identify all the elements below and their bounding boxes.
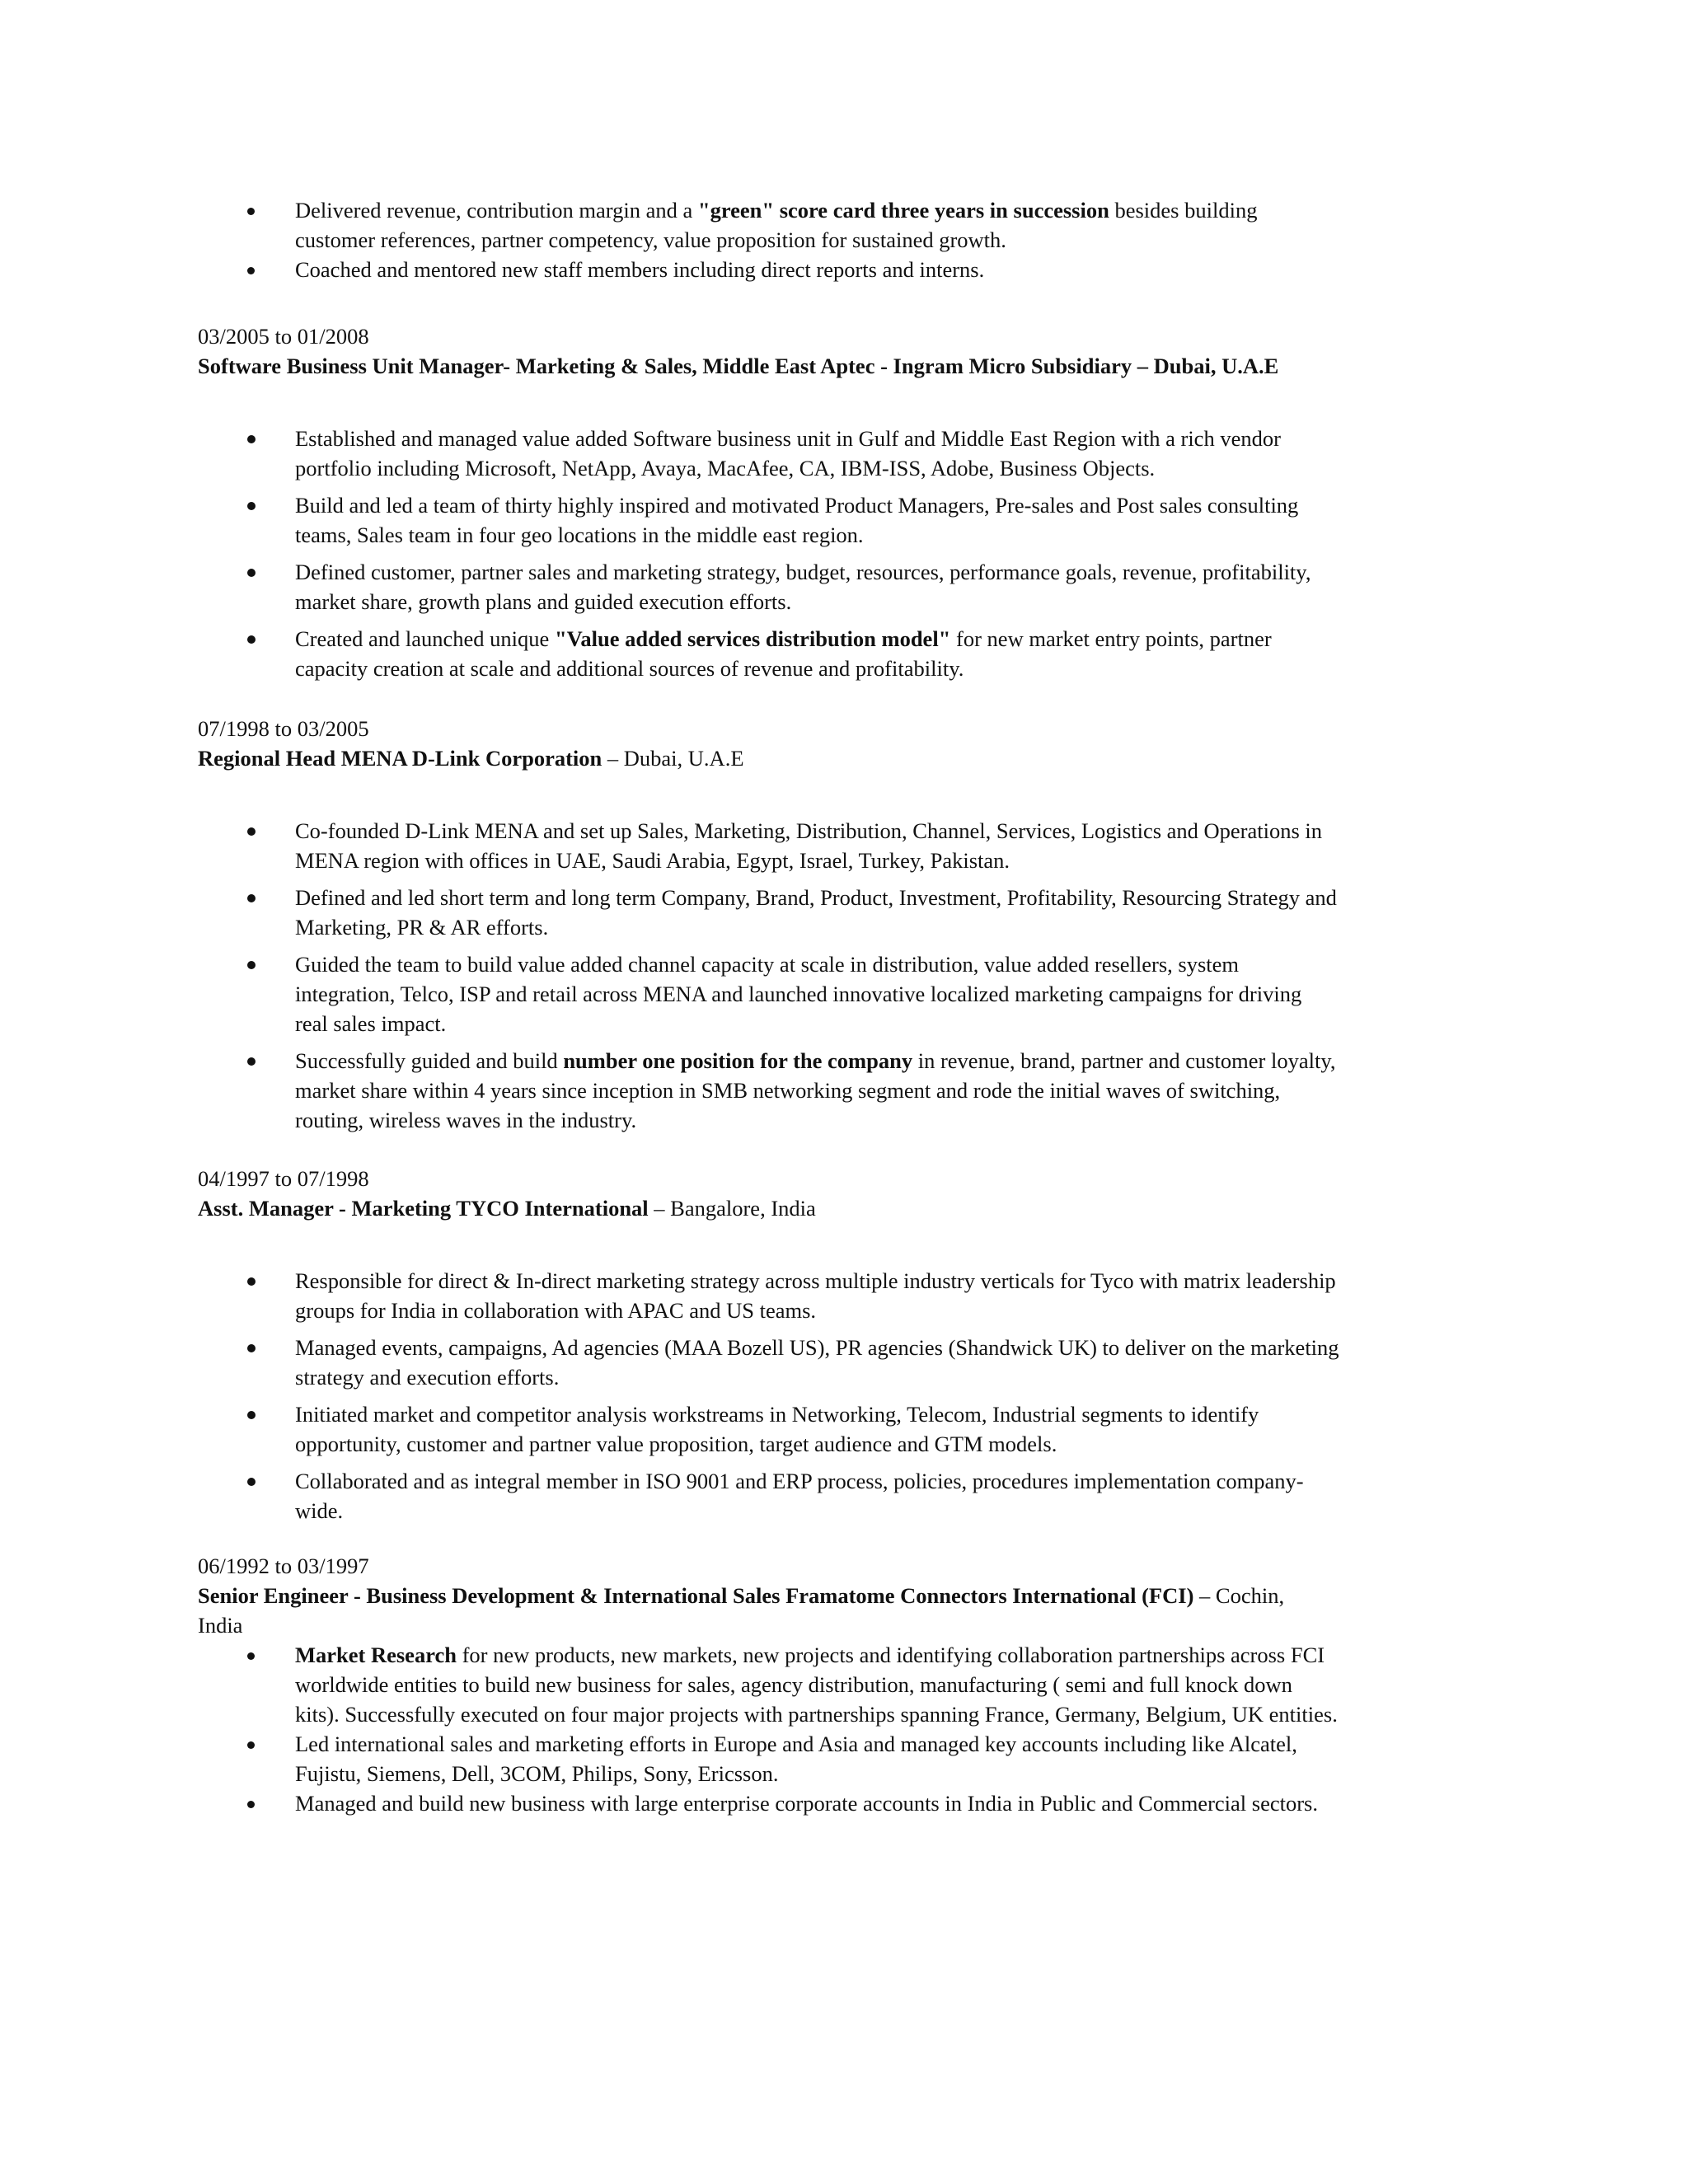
bullet-icon [247, 208, 255, 215]
job-title: Asst. Manager - Marketing TYCO International – Bangalore, India [198, 1196, 816, 1221]
job-title: Regional Head MENA D-Link Corporation – Dubai, U.A.E [198, 746, 744, 771]
job-bullet-list [198, 1640, 1484, 1818]
bullet-icon [247, 827, 256, 836]
list-item: Managed and build new business with large enterprise corporate accounts in India in Public and Commercial sectors. [198, 1788, 1484, 1818]
job-dates: 04/1997 to 07/1998 [198, 1166, 369, 1191]
list-item: Collaborated and as integral member in ISO 9001 and ERP process, policies, procedures implementation company- wide. [198, 1466, 1484, 1526]
list-item: Market Research for new products, new markets, new projects and identifying collaboration partnerships across FCI worldwide entities to build new business for sales, agency distribution, manufacturing ( semi and full knock down kits). Successfully executed on four major projects with partnerships spanning France, Germany, Belgium, UK entities. [198, 1640, 1484, 1729]
job-title: Senior Engineer - Business Development & International Sales Framatome Connectors International (FCI) – Cochin, [198, 1583, 1285, 1608]
list-item: Defined customer, partner sales and marketing strategy, budget, resources, performance goals, revenue, profitability, market share, growth plans and guided execution efforts. [198, 557, 1484, 616]
intro-bullet-list [198, 195, 1484, 284]
list-item: Responsible for direct & In-direct marketing strategy across multiple industry verticals for Tyco with matrix leadership groups for India in collaboration with APAC and US teams. [198, 1266, 1484, 1325]
list-item: Guided the team to build value added channel capacity at scale in distribution, value added resellers, system integration, Telco, ISP and retail across MENA and launched innovative localized marketing campaigns for driving real sales impact. [198, 949, 1484, 1038]
list-item: Co-founded D-Link MENA and set up Sales, Marketing, Distribution, Channel, Services, Logistics and Operations in MENA region with offices in UAE, Saudi Arabia, Egypt, Israel, Turkey, Pakistan. [198, 816, 1484, 875]
list-item: Created and launched unique "Value added services distribution model" for new market entry points, partner capacity creation at scale and additional sources of revenue and profitability. [198, 624, 1484, 683]
list-item: Delivered revenue, contribution margin and a "green" score card three years in succession besides building customer references, partner competency, value proposition for sustained growth. [198, 195, 1484, 255]
bullet-icon [247, 435, 256, 443]
bullet-icon [247, 569, 256, 577]
bullet-icon [247, 267, 255, 274]
bullet-icon [247, 894, 256, 902]
job-bullet-list [198, 816, 1484, 1135]
bullet-icon [247, 1741, 255, 1749]
job-dates: 06/1992 to 03/1997 [198, 1554, 369, 1578]
job-title-continued: India [198, 1613, 243, 1638]
bullet-icon [247, 1801, 255, 1808]
list-item: Managed events, campaigns, Ad agencies (MAA Bozell US), PR agencies (Shandwick UK) to deliver on the marketing strategy and execution efforts. [198, 1333, 1484, 1392]
job-title: Software Business Unit Manager- Marketing & Sales, Middle East Aptec - Ingram Micro Subsidiary – Dubai, U.A.E [198, 354, 1279, 378]
bullet-icon [247, 1277, 256, 1286]
job-bullet-list [198, 1266, 1484, 1526]
bullet-icon [247, 1652, 255, 1660]
bullet-icon [247, 1057, 256, 1066]
bullet-icon [247, 1344, 256, 1352]
bullet-icon [247, 1411, 256, 1419]
bullet-icon [247, 502, 256, 510]
list-item: Defined and led short term and long term Company, Brand, Product, Investment, Profitability, Resourcing Strategy and Marketing, PR & AR efforts. [198, 883, 1484, 942]
bullet-icon [247, 1478, 256, 1486]
job-bullet-list [198, 424, 1484, 683]
bullet-icon [247, 635, 256, 644]
list-item: Build and led a team of thirty highly inspired and motivated Product Managers, Pre-sales and Post sales consulting teams, Sales team in four geo locations in the middle east region. [198, 490, 1484, 550]
list-item: Established and managed value added Software business unit in Gulf and Middle East Region with a rich vendor portfolio including Microsoft, NetApp, Avaya, MacAfee, CA, IBM-ISS, Adobe, Business Objects. [198, 424, 1484, 483]
job-dates: 03/2005 to 01/2008 [198, 324, 369, 349]
list-item: Successfully guided and build number one position for the company in revenue, brand, partner and customer loyalty, market share within 4 years since inception in SMB networking segment and rode the initial waves of switching, routing, wireless waves in the industry. [198, 1046, 1484, 1135]
list-item: Initiated market and competitor analysis workstreams in Networking, Telecom, Industrial segments to identify opportunity, customer and partner value proposition, target audience and GTM models. [198, 1399, 1484, 1459]
list-item: Led international sales and marketing efforts in Europe and Asia and managed key accounts including like Alcatel, Fujistu, Siemens, Dell, 3COM, Philips, Sony, Ericsson. [198, 1729, 1484, 1788]
job-dates: 07/1998 to 03/2005 [198, 716, 369, 741]
bullet-icon [247, 961, 256, 969]
list-item: Coached and mentored new staff members including direct reports and interns. [198, 255, 1484, 284]
